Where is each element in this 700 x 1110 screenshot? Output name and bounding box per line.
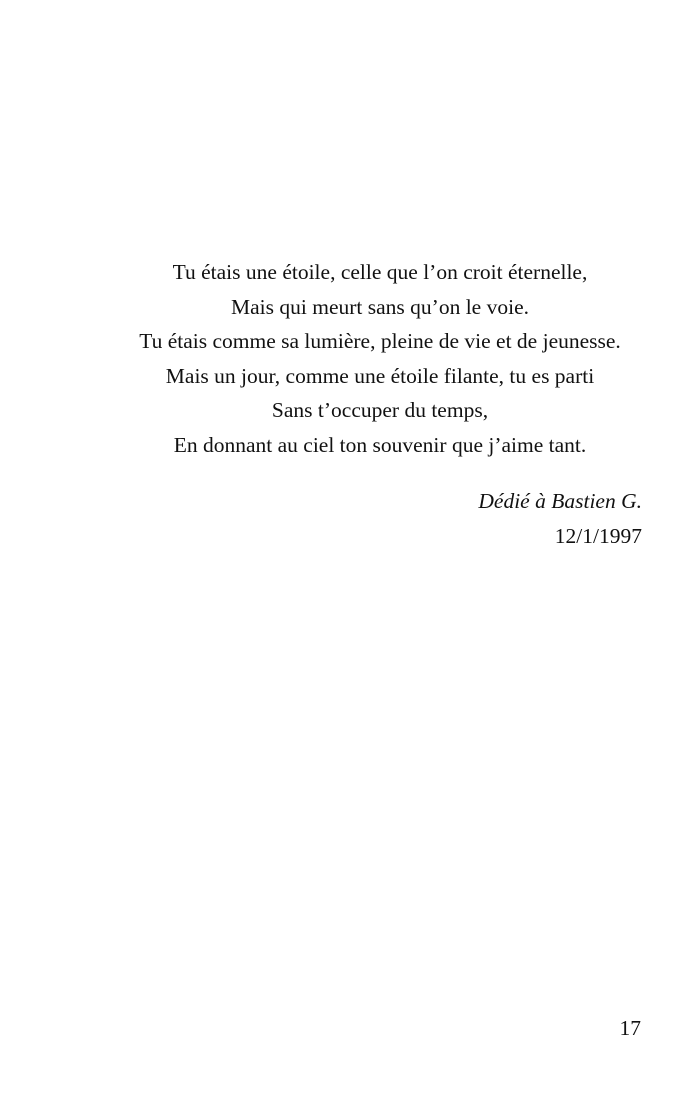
date: 12/1/1997	[554, 523, 642, 548]
poem-line-5: Sans t’occuper du temps,	[271, 398, 489, 423]
poem-line-6: En donnant au ciel ton souvenir que j’aime tant.	[173, 432, 587, 457]
page-number: 17	[619, 1016, 641, 1040]
poem-line-4: Mais un jour, comme une étoile filante, tu es parti	[165, 363, 595, 388]
dedication: Dédié à Bastien G.	[478, 489, 642, 513]
poem-line-2: Mais qui meurt sans qu’on le voie.	[231, 294, 529, 319]
poem-line-3: Tu étais comme sa lumière, pleine de vie et de jeunesse.	[139, 329, 621, 354]
poem-line-1: Tu étais une étoile, celle que l’on croit éternelle,	[172, 260, 588, 284]
signature-block	[478, 484, 642, 553]
poem	[0, 255, 700, 463]
